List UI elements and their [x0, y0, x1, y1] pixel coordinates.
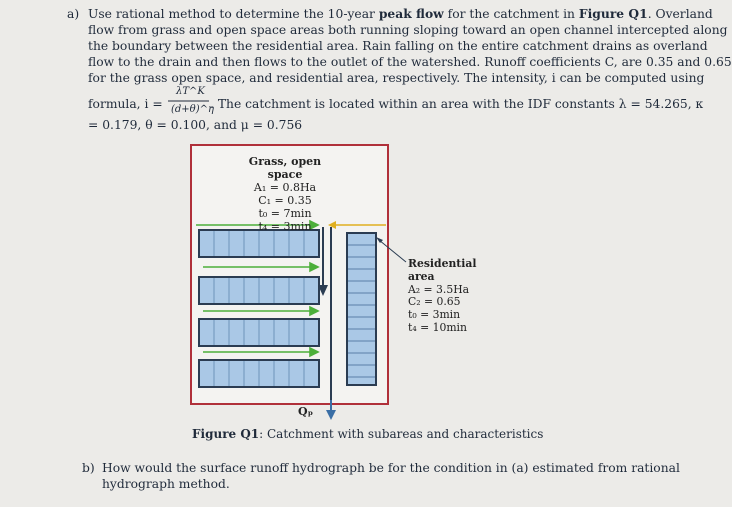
- outlet-label: Qₚ: [298, 405, 314, 418]
- res-title-2: area: [408, 269, 435, 283]
- res-area: A₂ = 3.5Ha: [408, 282, 470, 296]
- part-a-label: a): [67, 7, 80, 21]
- part-b-line-1: How would the surface runoff hydrograph be for the condition in (a) estimated from rational: [102, 461, 680, 475]
- grass-td: t₄ = 3min: [258, 220, 312, 233]
- figure-caption: [192, 426, 543, 442]
- part-a-line-1: Use rational method to determine the 10-year peak flow for the catchment in Figure Q1. Overland: [88, 6, 713, 21]
- grass-area: A₁ = 0.8Ha: [253, 181, 317, 194]
- part-a-line-7: = 0.179, θ = 0.100, and μ = 0.756: [88, 118, 303, 132]
- res-title-1: Residential: [408, 257, 477, 270]
- residential-label: [408, 258, 476, 335]
- grass-coefficient: C₁ = 0.35: [258, 194, 312, 207]
- caption-text: : Catchment with subareas and characteristics: [259, 427, 544, 441]
- part-b-label: b): [82, 461, 95, 475]
- res-td: t₄ = 10min: [408, 320, 467, 334]
- part-b-line-2: hydrograph method.: [102, 477, 230, 491]
- caption-label: Figure Q1: [192, 427, 260, 441]
- part-a-line-2: flow from grass and open space areas both running sloping toward an open channel intercepted along: [88, 23, 728, 37]
- part-a-line-3: the boundary between the residential area. Rain falling on the entire catchment drains as overland: [88, 39, 708, 53]
- part-a-line-5: for the grass open space, and residential area, respectively. The intensity, i can be computed using: [88, 71, 705, 85]
- part-a-line-4: flow to the drain and then flows to the outlet of the watershed. Runoff coefficients C, are 0.35 and 0.65: [88, 55, 732, 69]
- res-coefficient: C₂ = 0.65: [408, 295, 461, 309]
- residential-strip: [347, 233, 376, 385]
- grass-label: [230, 155, 340, 233]
- formula-denominator: (d+θ)^η: [171, 104, 214, 115]
- formula-prefix: formula, i =: [88, 97, 163, 111]
- grass-title: Grass, open space: [248, 155, 322, 181]
- grass-to: t₀ = 7min: [258, 207, 312, 220]
- formula-numerator: λT^K: [176, 86, 205, 97]
- part-a-line-6: . The catchment is located within an area with the IDF constants λ = 54.265, κ: [210, 97, 704, 111]
- res-to: t₀ = 3min: [408, 308, 461, 322]
- outlet-arrow: [326, 410, 336, 420]
